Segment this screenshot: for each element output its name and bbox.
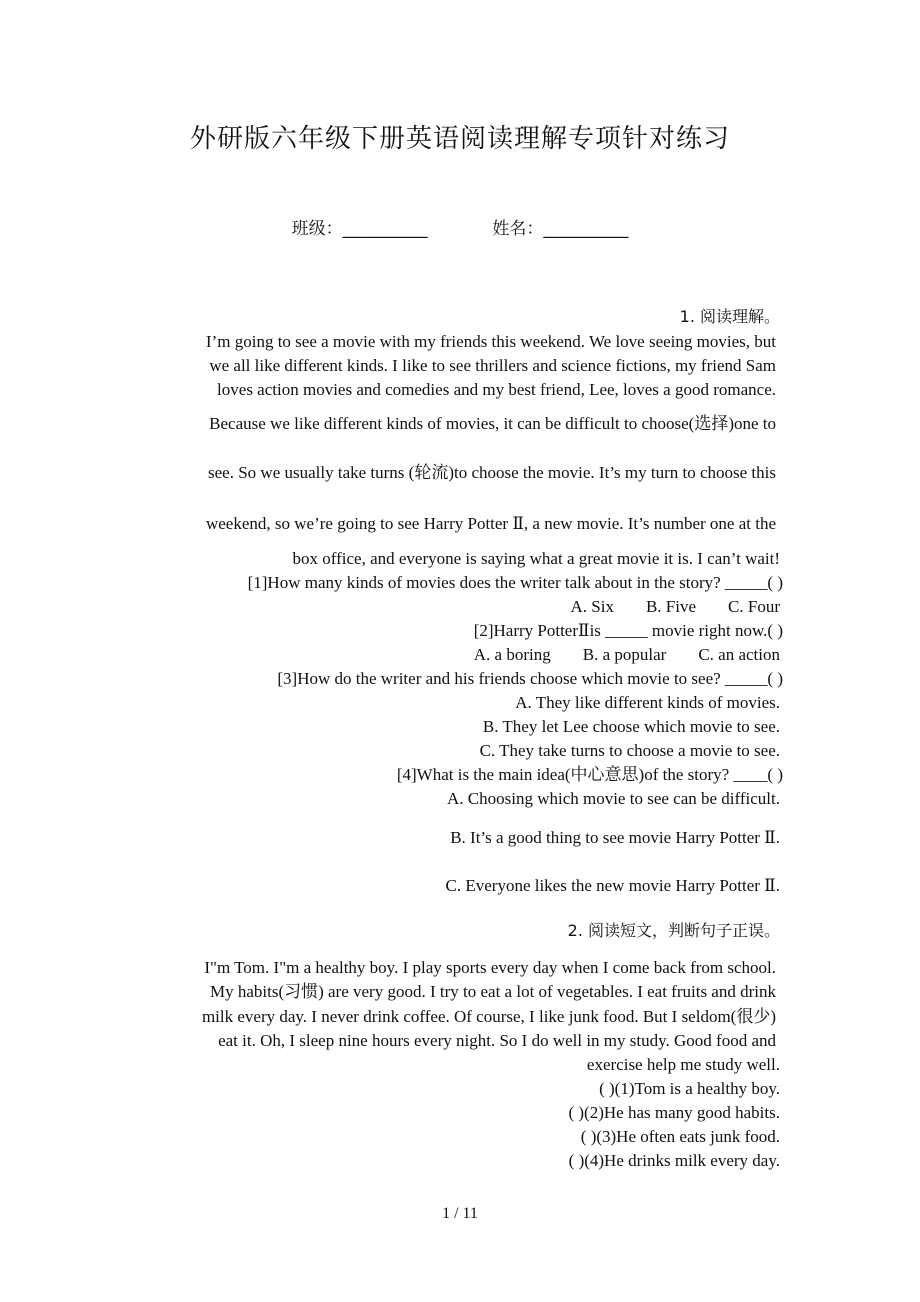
- passage2-line-1: I"m Tom. I"m a healthy boy. I play sports every day when I come back from school.: [204, 958, 776, 977]
- q3-option-a: A. They like different kinds of movies.: [515, 693, 780, 712]
- passage1-line-4: Because we like different kinds of movies, it can be difficult to choose(选择)one to: [209, 414, 776, 433]
- passage1-line-3: loves action movies and comedies and my best friend, Lee, loves a good romance.: [217, 380, 776, 399]
- section2-heading: 2. 阅读短文，判断句子正误。: [567, 921, 780, 940]
- passage2-line-5: exercise help me study well.: [586, 1055, 780, 1074]
- page-title: 外研版六年级下册英语阅读理解专项针对练习: [189, 124, 730, 154]
- passage1-line-2: we all like different kinds. I like to see thrillers and science fictions, my friend Sam: [209, 356, 776, 375]
- name-blank: __________: [543, 219, 629, 239]
- section1-heading: 1. 阅读理解。: [679, 307, 780, 326]
- statement-2: ( )(2)He has many good habits.: [568, 1103, 780, 1122]
- class-label: 班级：: [291, 219, 343, 239]
- question-1-options: [571, 596, 781, 618]
- passage2-line-3: milk every day. I never drink coffee. Of course, I like junk food. But I seldom(很少): [201, 1007, 776, 1026]
- q1-option-b: B. Five: [645, 597, 697, 616]
- question-3-stem: [3]How do the writer and his friends choose which movie to see? _____( ): [277, 669, 783, 688]
- statement-4: ( )(4)He drinks milk every day.: [568, 1151, 780, 1170]
- q2-option-b: B. a popular: [582, 645, 667, 664]
- question-2-options: [474, 644, 780, 666]
- question-1-stem: [1]How many kinds of movies does the writer talk about in the story? _____( ): [247, 573, 783, 592]
- passage1-line-6: weekend, so we’re going to see Harry Potter Ⅱ, a new movie. It’s number one at the: [205, 514, 776, 533]
- passage1-line-1: I’m going to see a movie with my friends this weekend. We love seeing movies, but: [205, 332, 776, 351]
- q4-option-b: B. It’s a good thing to see movie Harry Potter Ⅱ.: [450, 828, 780, 847]
- class-blank: __________: [342, 219, 428, 239]
- q4-option-c: C. Everyone likes the new movie Harry Potter Ⅱ.: [445, 876, 780, 895]
- student-info: [0, 214, 920, 239]
- q1-option-a: A. Six: [570, 597, 614, 616]
- statement-1: ( )(1)Tom is a healthy boy.: [599, 1079, 780, 1098]
- q3-option-c: C. They take turns to choose a movie to see.: [479, 741, 780, 760]
- passage1-line-7: box office, and everyone is saying what a great movie it is. I can’t wait!: [292, 549, 780, 568]
- q1-option-c: C. Four: [728, 597, 780, 616]
- name-label: 姓名：: [492, 219, 544, 239]
- statement-3: ( )(3)He often eats junk food.: [580, 1127, 780, 1146]
- q2-option-a: A. a boring: [473, 645, 551, 664]
- question-2-stem: [2]Harry PotterⅡis _____ movie right now.( ): [473, 621, 783, 640]
- question-4-stem: [4]What is the main idea(中心意思)of the story? ____( ): [396, 765, 783, 784]
- page-number: 1 / 11: [442, 1205, 478, 1222]
- q3-option-b: B. They let Lee choose which movie to see.: [482, 717, 780, 736]
- q4-option-a: A. Choosing which movie to see can be difficult.: [446, 789, 780, 808]
- passage1-line-5: see. So we usually take turns (轮流)to choose the movie. It’s my turn to choose this: [208, 463, 776, 482]
- passage2-line-2: My habits(习惯) are very good. I try to eat a lot of vegetables. I eat fruits and drink: [209, 982, 776, 1001]
- passage2-line-4: eat it. Oh, I sleep nine hours every night. So I do well in my study. Good food and: [218, 1031, 776, 1050]
- q2-option-c: C. an action: [698, 645, 780, 664]
